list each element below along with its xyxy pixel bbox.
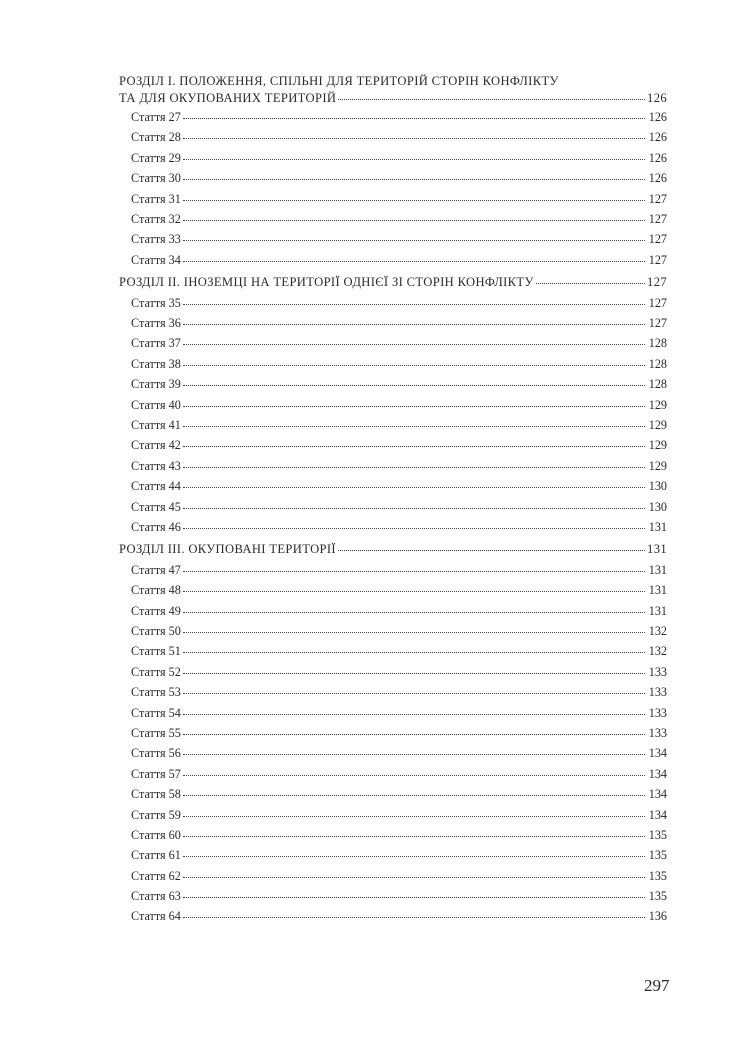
toc-page-number: 127	[648, 252, 667, 267]
dot-leader	[183, 815, 645, 817]
toc-article-entry[interactable]	[119, 866, 667, 886]
toc-article-label: Стаття 28	[131, 130, 181, 145]
toc-article-label: Стаття 47	[131, 562, 181, 577]
toc-page-number: 135	[648, 848, 667, 863]
dot-leader	[183, 611, 645, 613]
page-number: 297	[644, 976, 670, 995]
toc-section-heading[interactable]	[119, 539, 667, 560]
toc-article-entry[interactable]	[119, 127, 667, 147]
toc-article-entry[interactable]	[119, 209, 667, 229]
toc-page-number: 134	[648, 787, 667, 802]
toc-page-number: 128	[648, 356, 667, 371]
toc-page-number: 135	[648, 868, 667, 883]
toc-article-entry[interactable]	[119, 354, 667, 374]
dot-leader	[183, 405, 645, 407]
toc-article-label: Стаття 46	[131, 519, 181, 534]
dot-leader	[183, 835, 645, 837]
toc-page-number: 134	[648, 746, 667, 761]
toc-article-label: Стаття 60	[131, 827, 181, 842]
toc-article-label: Стаття 34	[131, 252, 181, 267]
toc-page-number: 126	[648, 110, 667, 124]
toc-article-entry[interactable]	[119, 825, 667, 845]
dot-leader	[183, 343, 645, 345]
toc-article-label: Стаття 54	[131, 705, 181, 720]
toc-article-entry[interactable]	[119, 148, 667, 168]
dot-leader	[183, 590, 645, 592]
toc-article-entry[interactable]	[119, 395, 667, 415]
dot-leader	[183, 117, 645, 119]
toc-page-number: 136	[648, 909, 667, 924]
toc-article-entry[interactable]	[119, 621, 667, 641]
toc-page-number: 132	[648, 644, 667, 659]
toc-article-entry[interactable]	[119, 906, 667, 926]
toc-article-entry[interactable]	[119, 333, 667, 353]
toc-page-number: 131	[648, 519, 667, 534]
dot-leader	[183, 303, 645, 305]
toc-page-number: 133	[648, 685, 667, 700]
toc-article-label: Стаття 55	[131, 725, 181, 740]
toc-section-title: РОЗДІЛ II. ІНОЗЕМЦІ НА ТЕРИТОРІЇ ОДНІЄЇ ЗІ СТОРІН КОНФЛІКТУ	[119, 275, 534, 290]
dot-leader	[183, 260, 645, 262]
toc-section-heading[interactable]	[119, 272, 667, 293]
dot-leader	[183, 323, 645, 325]
toc-article-label: Стаття 43	[131, 458, 181, 473]
dot-leader	[183, 876, 645, 878]
toc-page-number: 128	[648, 336, 667, 351]
toc-article-label: Стаття 56	[131, 746, 181, 761]
toc-page-number: 127	[647, 275, 667, 290]
toc-page-number: 133	[648, 664, 667, 679]
toc-page-number: 127	[648, 295, 667, 310]
toc-page-number: 134	[648, 807, 667, 822]
toc-article-entry[interactable]	[119, 168, 667, 188]
toc-page-number: 128	[648, 377, 667, 392]
toc-article-label: Стаття 63	[131, 889, 181, 904]
toc-article-label: Стаття 38	[131, 356, 181, 371]
toc-page-number: 131	[648, 603, 667, 618]
dot-leader	[183, 507, 645, 509]
toc-article-label: Стаття 45	[131, 499, 181, 514]
dot-leader	[183, 916, 645, 918]
toc-article-entry[interactable]	[119, 662, 667, 682]
toc-article-entry[interactable]	[119, 886, 667, 906]
toc-page-number: 135	[648, 827, 667, 842]
toc-article-label: Стаття 44	[131, 479, 181, 494]
toc-article-entry[interactable]	[119, 313, 667, 333]
dot-leader	[338, 549, 645, 551]
toc-article-label: Стаття 37	[131, 336, 181, 351]
toc-article-entry[interactable]	[119, 517, 667, 537]
toc-article-label: Стаття 50	[131, 623, 181, 638]
toc-article-entry[interactable]	[119, 435, 667, 455]
toc-page-number: 131	[647, 542, 667, 557]
toc-page-number: 127	[648, 211, 667, 226]
toc-article-label: Стаття 39	[131, 377, 181, 392]
toc-article-entry[interactable]	[119, 560, 667, 580]
toc-section-heading[interactable]	[119, 90, 667, 107]
dot-leader	[183, 158, 645, 160]
toc-article-entry[interactable]	[119, 805, 667, 825]
toc-article-entry[interactable]	[119, 374, 667, 394]
toc-article-label: Стаття 58	[131, 787, 181, 802]
dot-leader	[183, 896, 645, 898]
toc-page-number: 131	[648, 583, 667, 598]
dot-leader	[183, 384, 645, 386]
toc-article-entry[interactable]	[119, 784, 667, 804]
toc-article-entry[interactable]	[119, 250, 667, 270]
toc-article-entry[interactable]	[119, 764, 667, 784]
toc-article-entry[interactable]	[119, 107, 667, 127]
toc-page-number: 126	[648, 171, 667, 186]
toc-article-entry[interactable]	[119, 456, 667, 476]
dot-leader	[183, 631, 645, 633]
toc-article-label: Стаття 31	[131, 191, 181, 206]
dot-leader	[183, 178, 645, 180]
toc-article-entry[interactable]	[119, 497, 667, 517]
dot-leader	[183, 219, 645, 221]
dot-leader	[183, 794, 645, 796]
toc-article-label: Стаття 61	[131, 848, 181, 863]
table-of-contents	[119, 73, 667, 927]
toc-article-entry[interactable]	[119, 189, 667, 209]
toc-page-number: 127	[648, 316, 667, 331]
toc-article-entry[interactable]	[119, 703, 667, 723]
toc-article-label: Стаття 33	[131, 232, 181, 247]
dot-leader	[183, 137, 645, 139]
toc-page-number: 129	[648, 438, 667, 453]
toc-article-entry[interactable]	[119, 845, 667, 865]
toc-section-title: РОЗДІЛ III. ОКУПОВАНІ ТЕРИТОРІЇ	[119, 542, 336, 557]
toc-page-number: 131	[648, 562, 667, 577]
toc-article-label: Стаття 30	[131, 171, 181, 186]
toc-page-number: 130	[648, 479, 667, 494]
toc-article-label: Стаття 51	[131, 644, 181, 659]
toc-article-entry[interactable]	[119, 723, 667, 743]
toc-page-number: 134	[648, 766, 667, 781]
toc-article-entry[interactable]	[119, 476, 667, 496]
toc-article-label: Стаття 52	[131, 664, 181, 679]
toc-article-label: Стаття 64	[131, 909, 181, 924]
toc-article-entry[interactable]	[119, 415, 667, 435]
toc-page-number: 133	[648, 705, 667, 720]
dot-leader	[183, 425, 645, 427]
dot-leader	[536, 282, 645, 284]
dot-leader	[183, 239, 645, 241]
toc-section-title: РОЗДІЛ I. ПОЛОЖЕННЯ, СПІЛЬНІ ДЛЯ ТЕРИТОРІЙ СТОРІН КОНФЛІКТУ	[119, 74, 559, 88]
toc-article-entry[interactable]	[119, 229, 667, 249]
dot-leader	[183, 855, 645, 857]
toc-page-number: 133	[648, 725, 667, 740]
dot-leader	[183, 364, 645, 366]
toc-section-heading[interactable]	[119, 73, 667, 90]
dot-leader	[183, 466, 645, 468]
dot-leader	[183, 651, 645, 653]
toc-article-label: Стаття 32	[131, 211, 181, 226]
dot-leader	[183, 445, 645, 447]
toc-page-number: 130	[648, 499, 667, 514]
toc-page-number: 126	[648, 130, 667, 145]
toc-page-number: 127	[648, 191, 667, 206]
toc-article-entry[interactable]	[119, 601, 667, 621]
toc-article-entry[interactable]	[119, 641, 667, 661]
toc-article-label: Стаття 42	[131, 438, 181, 453]
toc-article-label: Стаття 36	[131, 316, 181, 331]
dot-leader	[183, 733, 645, 735]
toc-article-label: Стаття 41	[131, 417, 181, 432]
toc-page-number: 129	[648, 458, 667, 473]
toc-page-number: 126	[647, 91, 667, 105]
toc-article-label: Стаття 57	[131, 766, 181, 781]
toc-article-label: Стаття 62	[131, 868, 181, 883]
toc-article-label: Стаття 35	[131, 295, 181, 310]
dot-leader	[183, 713, 645, 715]
toc-article-entry[interactable]	[119, 580, 667, 600]
toc-page-number: 129	[648, 417, 667, 432]
toc-page-number: 127	[648, 232, 667, 247]
dot-leader	[183, 692, 645, 694]
toc-page-number: 132	[648, 623, 667, 638]
dot-leader	[183, 774, 645, 776]
toc-article-label: Стаття 59	[131, 807, 181, 822]
toc-article-label: Стаття 53	[131, 685, 181, 700]
toc-article-label: Стаття 40	[131, 397, 181, 412]
dot-leader	[183, 753, 645, 755]
toc-page-number: 129	[648, 397, 667, 412]
toc-article-label: Стаття 48	[131, 583, 181, 598]
dot-leader	[183, 527, 645, 529]
dot-leader	[183, 672, 645, 674]
toc-page-number: 135	[648, 889, 667, 904]
toc-article-entry[interactable]	[119, 682, 667, 702]
toc-article-entry[interactable]	[119, 743, 667, 763]
toc-article-label: Стаття 49	[131, 603, 181, 618]
toc-article-label: Стаття 27	[131, 110, 181, 124]
dot-leader	[183, 570, 645, 572]
dot-leader	[338, 98, 645, 100]
toc-section-title: ТА ДЛЯ ОКУПОВАНИХ ТЕРИТОРІЙ	[119, 91, 337, 105]
toc-article-entry[interactable]	[119, 293, 667, 313]
toc-page-number: 126	[648, 150, 667, 165]
toc-article-label: Стаття 29	[131, 150, 181, 165]
dot-leader	[183, 199, 645, 201]
dot-leader	[183, 486, 645, 488]
